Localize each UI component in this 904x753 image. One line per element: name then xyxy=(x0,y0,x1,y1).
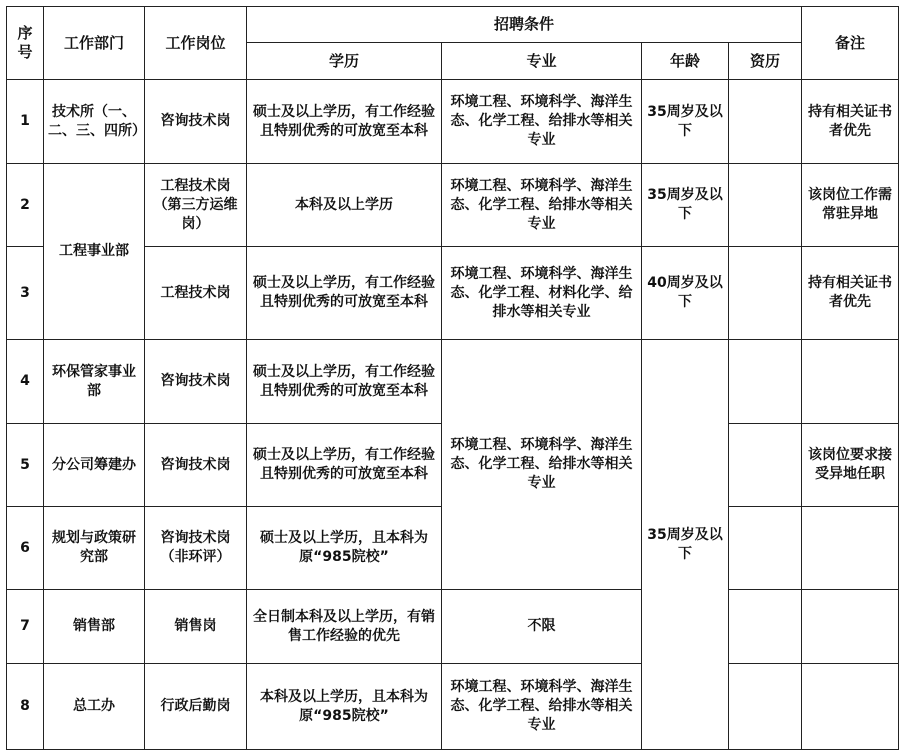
position-cell: 销售岗 xyxy=(145,590,247,664)
education-cell: 硕士及以上学历，且本科为原“985院校” xyxy=(247,507,442,590)
qualification-cell xyxy=(729,664,802,750)
remarks-cell xyxy=(802,340,899,424)
table-row xyxy=(7,664,899,750)
education-cell: 硕士及以上学历，有工作经验且特别优秀的可放宽至本科 xyxy=(247,340,442,424)
seq-cell: 1 xyxy=(7,80,44,164)
seq-cell: 2 xyxy=(7,164,44,247)
position-cell: 咨询技术岗 xyxy=(145,340,247,424)
header-major: 专业 xyxy=(442,43,642,80)
qualification-cell xyxy=(729,424,802,507)
department-cell: 销售部 xyxy=(44,590,145,664)
age-cell: 35周岁及以下 xyxy=(642,164,729,247)
department-cell: 工程事业部 xyxy=(44,164,145,340)
qualification-cell xyxy=(729,80,802,164)
header-education: 学历 xyxy=(247,43,442,80)
position-cell: 行政后勤岗 xyxy=(145,664,247,750)
remarks-cell: 该岗位工作需常驻异地 xyxy=(802,164,899,247)
header-conditions: 招聘条件 xyxy=(247,7,802,43)
recruitment-table xyxy=(6,6,899,750)
major-cell: 不限 xyxy=(442,590,642,664)
education-cell: 全日制本科及以上学历，有销售工作经验的优先 xyxy=(247,590,442,664)
seq-cell: 7 xyxy=(7,590,44,664)
position-cell: 咨询技术岗 xyxy=(145,424,247,507)
department-cell: 环保管家事业部 xyxy=(44,340,145,424)
qualification-cell xyxy=(729,164,802,247)
education-cell: 硕士及以上学历，有工作经验且特别优秀的可放宽至本科 xyxy=(247,247,442,340)
education-cell: 本科及以上学历 xyxy=(247,164,442,247)
age-cell: 40周岁及以下 xyxy=(642,247,729,340)
header-age: 年龄 xyxy=(642,43,729,80)
header-remarks: 备注 xyxy=(802,7,899,80)
age-cell: 35周岁及以下 xyxy=(642,80,729,164)
header-qualification: 资历 xyxy=(729,43,802,80)
major-cell: 环境工程、环境科学、海洋生态、化学工程、材料化学、给排水等相关专业 xyxy=(442,247,642,340)
table-row xyxy=(7,340,899,424)
position-cell: 咨询技术岗 xyxy=(145,80,247,164)
remarks-cell: 持有相关证书者优先 xyxy=(802,80,899,164)
remarks-cell xyxy=(802,590,899,664)
department-cell: 规划与政策研究部 xyxy=(44,507,145,590)
major-cell: 环境工程、环境科学、海洋生态、化学工程、给排水等相关专业 xyxy=(442,664,642,750)
seq-cell: 3 xyxy=(7,247,44,340)
header-seq: 序号 xyxy=(7,7,44,80)
major-cell: 环境工程、环境科学、海洋生态、化学工程、给排水等相关专业 xyxy=(442,340,642,590)
seq-cell: 8 xyxy=(7,664,44,750)
seq-cell: 6 xyxy=(7,507,44,590)
qualification-cell xyxy=(729,247,802,340)
remarks-cell: 持有相关证书者优先 xyxy=(802,247,899,340)
education-cell: 硕士及以上学历，有工作经验且特别优秀的可放宽至本科 xyxy=(247,424,442,507)
major-cell: 环境工程、环境科学、海洋生态、化学工程、给排水等相关专业 xyxy=(442,164,642,247)
table-row xyxy=(7,80,899,164)
position-cell: 咨询技术岗（非环评） xyxy=(145,507,247,590)
qualification-cell xyxy=(729,507,802,590)
education-cell: 硕士及以上学历，有工作经验且特别优秀的可放宽至本科 xyxy=(247,80,442,164)
remarks-cell xyxy=(802,507,899,590)
remarks-cell xyxy=(802,664,899,750)
seq-cell: 5 xyxy=(7,424,44,507)
department-cell: 总工办 xyxy=(44,664,145,750)
qualification-cell xyxy=(729,590,802,664)
seq-cell: 4 xyxy=(7,340,44,424)
position-cell: 工程技术岗 xyxy=(145,247,247,340)
position-cell: 工程技术岗（第三方运维岗） xyxy=(145,164,247,247)
department-cell: 分公司筹建办 xyxy=(44,424,145,507)
header-position: 工作岗位 xyxy=(145,7,247,80)
table-row xyxy=(7,164,899,247)
remarks-cell: 该岗位要求接受异地任职 xyxy=(802,424,899,507)
qualification-cell xyxy=(729,340,802,424)
department-cell: 技术所（一、二、三、四所） xyxy=(44,80,145,164)
table-row xyxy=(7,590,899,664)
header-department: 工作部门 xyxy=(44,7,145,80)
education-cell: 本科及以上学历，且本科为原“985院校” xyxy=(247,664,442,750)
major-cell: 环境工程、环境科学、海洋生态、化学工程、给排水等相关专业 xyxy=(442,80,642,164)
age-cell: 35周岁及以下 xyxy=(642,340,729,750)
